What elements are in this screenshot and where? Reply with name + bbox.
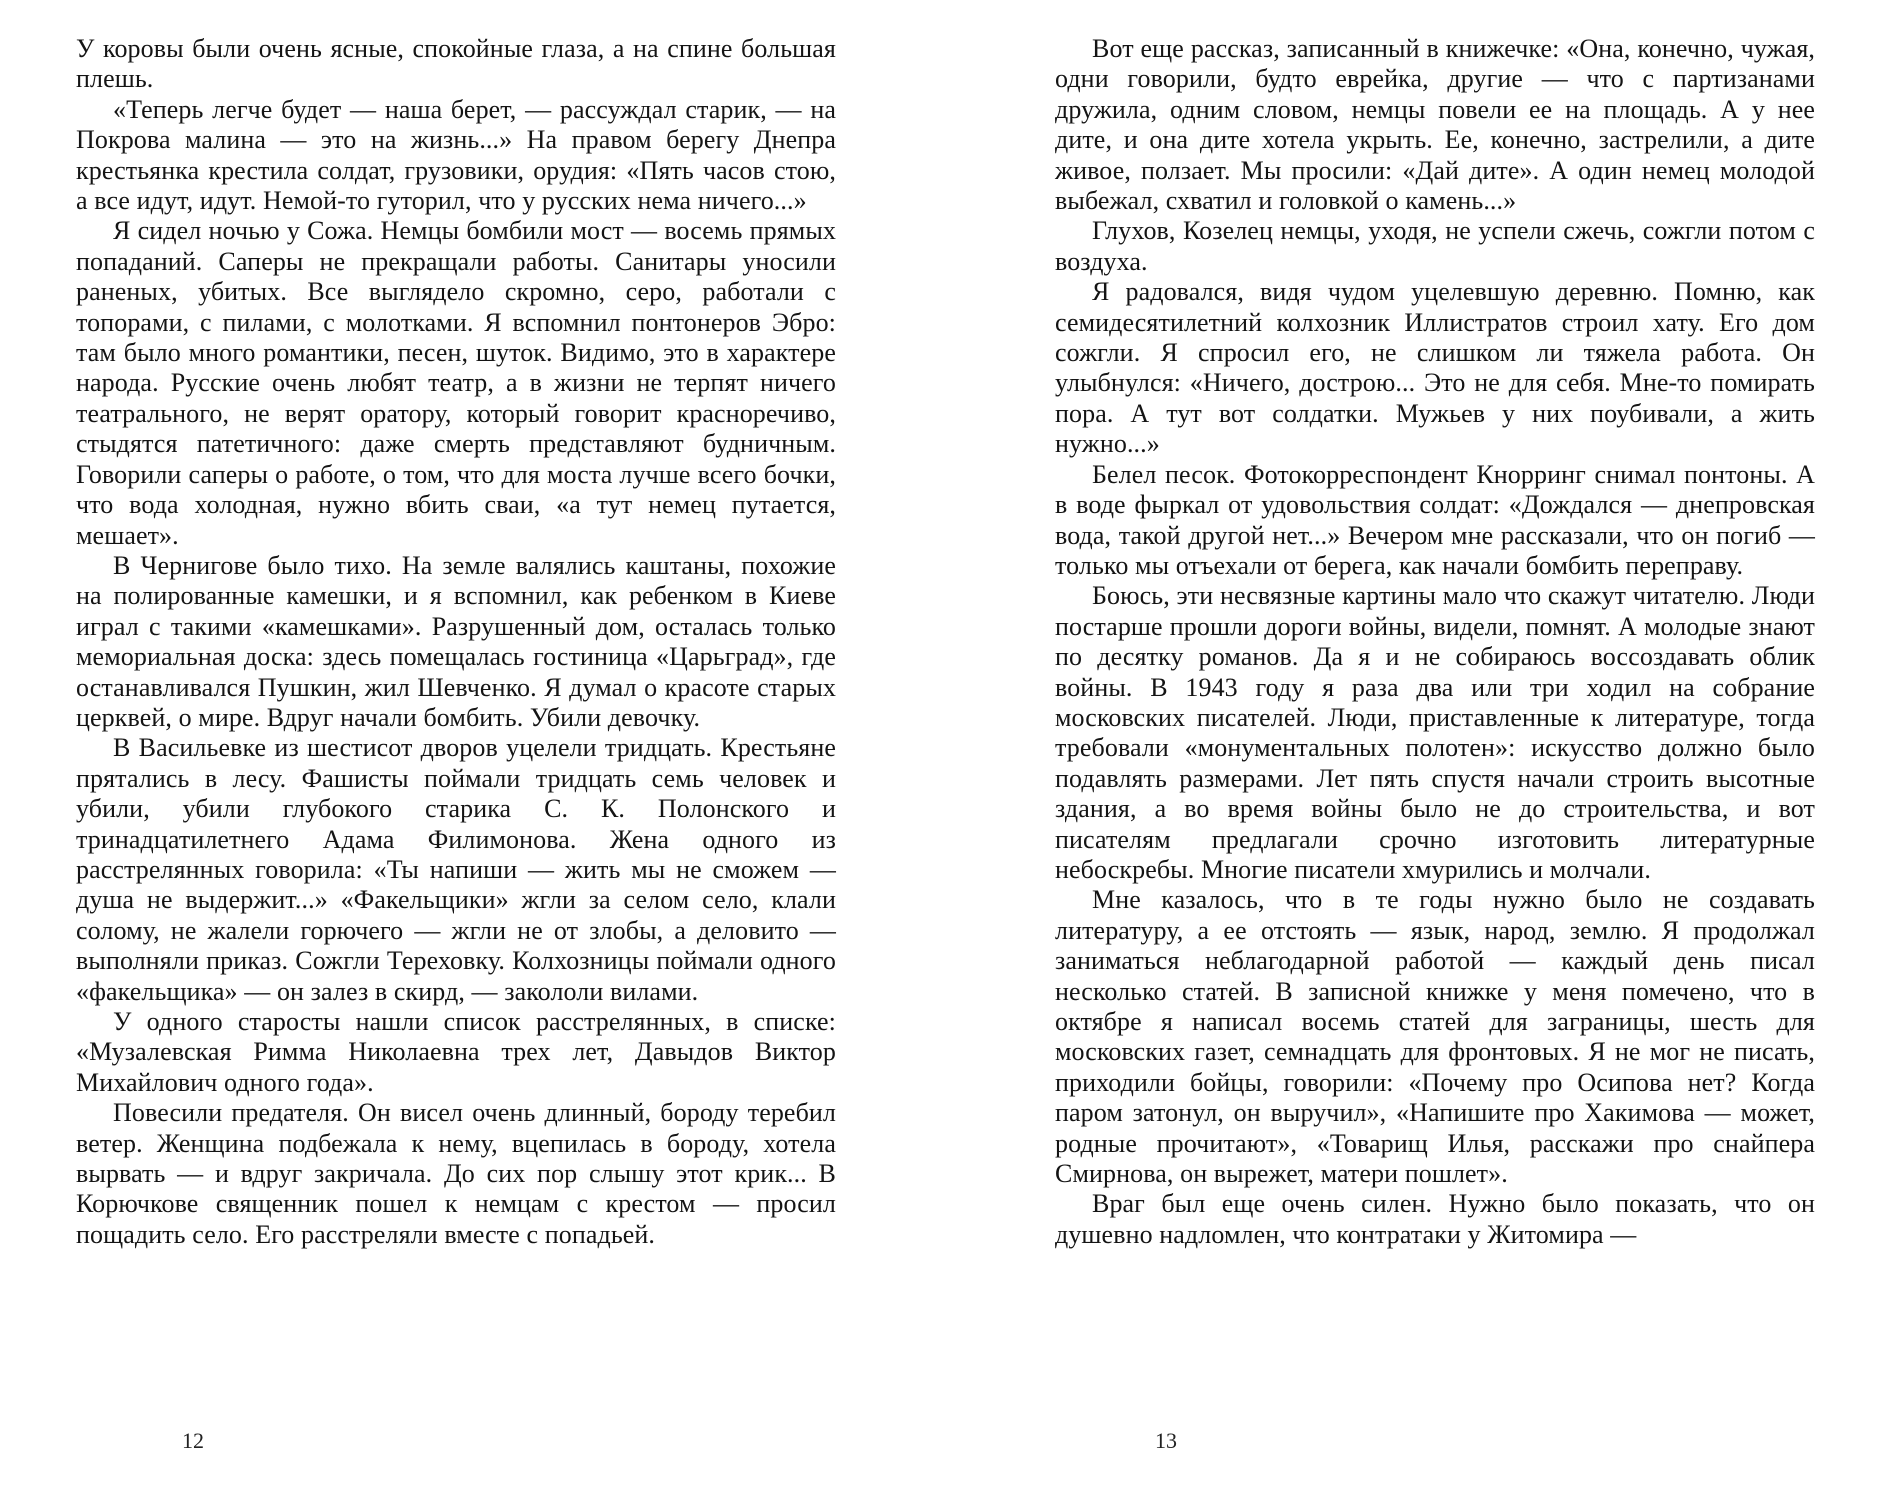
- paragraph: Боюсь, эти несвязные картины мало что скажут читателю. Люди постарше прошли дороги войны, видели, помнят. А молодые знают по десятку романов. Да я и не собираюсь воссоздавать облик войны. В 1943 году я раза два или три ходил на собрание московских писателей. Люди, приставленные к литературе, тогда требовали «монументальных полотен»: искусство должно было подавлять размерами. Лет пять спустя начали строить высотные здания, а во время войны было не до строительства, и вот писателям предлагали срочно изготовить литературные небоскребы. Многие писатели хмурились и молчали.: [1055, 581, 1815, 884]
- paragraph: Мне казалось, что в те годы нужно было не создавать литературу, а ее отстоять — язык, народ, землю. Я продолжал заниматься неблагодарной работой — каждый день писал несколько статей. В записной книжке у меня помечено, что в октябре я написал восемь статей для заграницы, шесть для московских газет, семнадцать для фронтовых. Я не мог не писать, приходили бойцы, говорили: «Почему про Осипова нет? Когда паром затонул, он выручил», «Напишите про Хакимова — может, родные прочитают», «Товарищ Илья, расскажи про снайпера Смирнова, он вырежет, матери пошлет».: [1055, 885, 1815, 1189]
- paragraph: У коровы были очень ясные, спокойные глаза, а на спине большая плешь.: [76, 34, 836, 94]
- page-number-left: 12: [182, 1428, 204, 1453]
- paragraph: Враг был еще очень силен. Нужно было показать, что он душевно надломлен, что контратаки у Житомира —: [1055, 1189, 1815, 1249]
- paragraph: Я сидел ночью у Сожа. Немцы бомбили мост — восемь прямых попаданий. Саперы не прекращали работы. Санитары уносили раненых, убитых. Все выглядело скромно, серо, работали с топорами, с пилами, с молотками. Я вспомнил понтонеров Эбро: там было много романтики, песен, шуток. Видимо, это в характере народа. Русские очень любят театр, а в жизни не терпят ничего театрального, не верят оратору, который говорит красноречиво, стыдятся патетичного: даже смерть представляют будничным. Говорили саперы о работе, о том, что для моста лучше всего бочки, что вода холодная, нужно вбить сваи, «а тут немец путается, мешает».: [76, 216, 836, 550]
- left-page-text: [76, 34, 836, 1250]
- right-page-text: [1055, 34, 1815, 1250]
- right-page: [1055, 34, 1815, 1434]
- paragraph: Глухов, Козелец немцы, уходя, не успели сжечь, сожгли потом с воздуха.: [1055, 216, 1815, 276]
- paragraph: Повесили предателя. Он висел очень длинный, бороду теребил ветер. Женщина подбежала к нему, вцепилась в бороду, хотела вырвать — и вдруг закричала. До сих пор слышу этот крик... В Корючкове священник пошел к немцам с крестом — просил пощадить село. Его расстреляли вместе с попадьей.: [76, 1098, 836, 1249]
- paragraph: В Чернигове было тихо. На земле валялись каштаны, похожие на полированные камешки, и я вспомнил, как ребенком в Киеве играл с такими «камешками». Разрушенный дом, осталась только мемориальная доска: здесь помещалась гостиница «Царьград», где останавливался Пушкин, жил Шевченко. Я думал о красоте старых церквей, о мире. Вдруг начали бомбить. Убили девочку.: [76, 550, 836, 732]
- paragraph: Я радовался, видя чудом уцелевшую деревню. Помню, как семидесятилетний колхозник Иллистратов строил хату. Его дом сожгли. Я спросил его, не слишком ли тяжела работа. Он улыбнулся: «Ничего, дострою... Это не для себя. Мне-то помирать пора. А тут вот солдатки. Мужьев у них поубивали, а жить нужно...»: [1055, 277, 1815, 459]
- paragraph: Вот еще рассказ, записанный в книжечке: «Она, конечно, чужая, одни говорили, будто еврейка, другие — что с партизанами дружила, одним словом, немцы повели ее на площадь. А у нее дите, и она дите хотела укрыть. Ее, конечно, застрелили, а дите живое, ползает. Мы просили: «Дай дите». А один немец молодой выбежал, схватил и головкой о камень...»: [1055, 34, 1815, 216]
- paragraph: «Теперь легче будет — наша берет, — рассуждал старик, — на Покрова малина — это на жизнь...» На правом берегу Днепра крестьянка крестила солдат, грузовики, орудия: «Пять часов стою, а все идут, идут. Немой-то гуторил, что у русских нема ничего...»: [76, 94, 836, 216]
- paragraph: У одного старосты нашли список расстрелянных, в списке: «Музалевская Римма Николаевна трех лет, Давыдов Виктор Михайлович одного года».: [76, 1007, 836, 1097]
- page-number-right: 13: [1155, 1428, 1177, 1453]
- left-page: [76, 34, 836, 1434]
- paragraph: В Васильевке из шестисот дворов уцелели тридцать. Крестьяне прятались в лесу. Фашисты поймали тридцать семь человек и убили, убили глубокого старика С. К. Полонского и тринадцатилетнего Адама Филимонова. Жена одного из расстрелянных говорила: «Ты напиши — жить мы не сможем — душа не выдержит...» «Факельщики» жгли за селом село, клали солому, не жалели горючего — жгли не от злобы, а деловито — выполняли приказ. Сожгли Тереховку. Колхозницы поймали одного «факельщика» — он залез в скирд, — закололи вилами.: [76, 733, 836, 1006]
- paragraph: Белел песок. Фотокорреспондент Кнорринг снимал понтоны. А в воде фыркал от удовольствия солдат: «Дождался — днепровская вода, такой другой нет...» Вечером мне рассказали, что он погиб — только мы отъехали от берега, как начали бомбить переправу.: [1055, 459, 1815, 580]
